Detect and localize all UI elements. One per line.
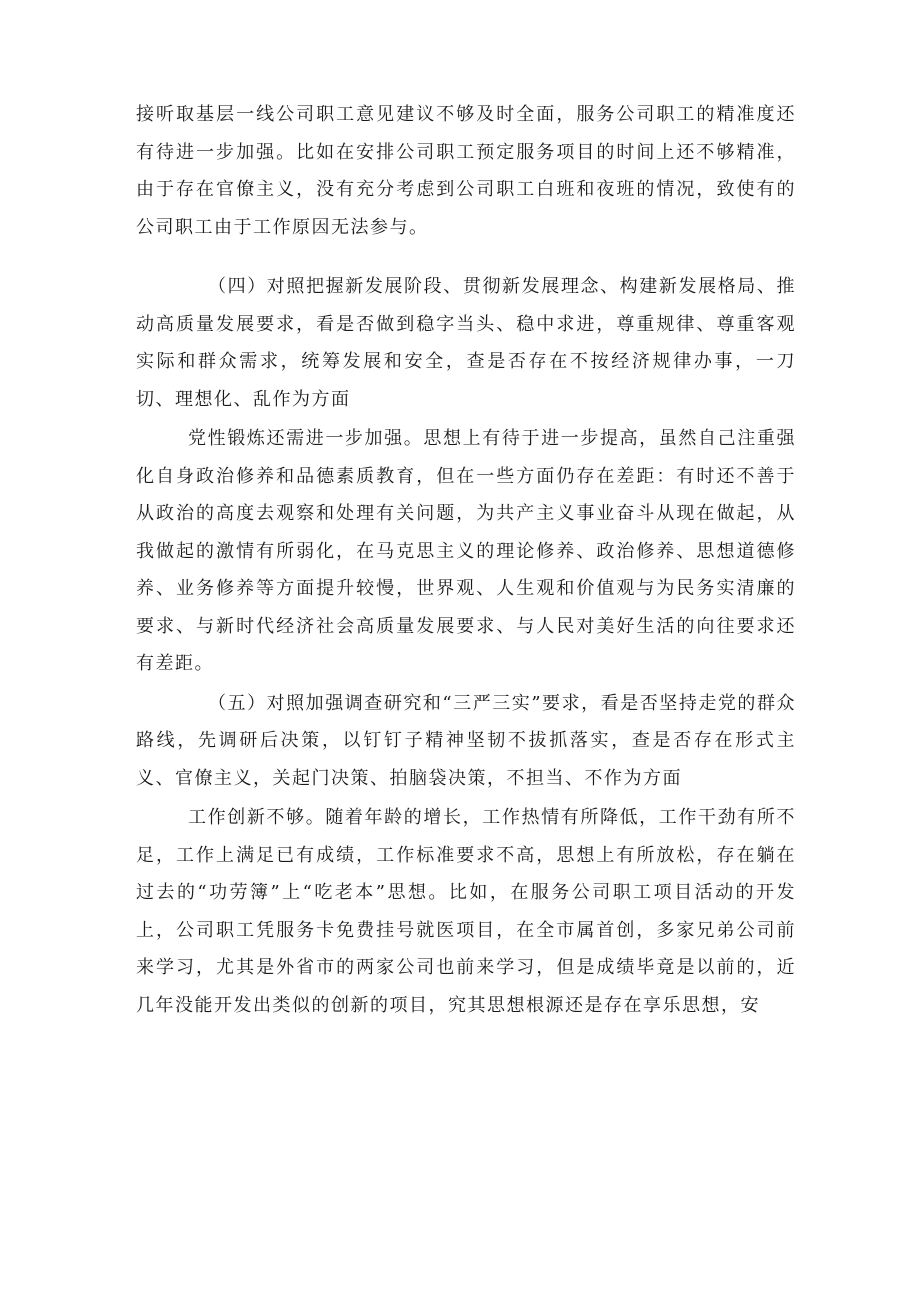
document-body — [136, 96, 796, 1024]
paragraph-continuation: 接听取基层一线公司职工意见建议不够及时全面，服务公司职工的精准度还有待进一步加强。比如在安排公司职工预定服务项目的时间上还不够精准，由于存在官僚主义，没有充分考虑到公司职工白班和夜班的情况，致使有的公司职工由于工作原因无法参与。 — [136, 104, 796, 238]
paragraph-party-spirit: 党性锻炼还需进一步加强。思想上有待于进一步提高，虽然自己注重强化自身政治修养和品德素质教育，但在一些方面仍存在差距：有时还不善于从政治的高度去观察和处理有关问题，为共产主义事业奋斗从现在做起，从我做起的激情有所弱化，在马克思主义的理论修养、政治修养、思想道德修养、业务修养等方面提升较慢，世界观、人生观和价值观与为民务实清廉的要求、与新时代经济社会高质量发展要求、与人民对美好生活的向往要求还有差距。 — [136, 428, 796, 674]
section-heading-five: （五）对照加强调查研究和“三严三实”要求，看是否坚持走党的群众路线，先调研后决策，以钉钉子精神坚韧不拔抓落实，查是否存在形式主义、官僚主义，关起门决策、拍脑袋决策，不担当、不作为方面 — [136, 692, 796, 789]
paragraph-innovation: 工作创新不够。随着年龄的增长，工作热情有所降低，工作干劲有所不足，工作上满足已有成绩，工作标准要求不高，思想上有所放松，存在躺在过去的“功劳簿”上“吃老本”思想。比如，在服务公司职工项目活动的开发上，公司职工凭服务卡免费挂号就医项目，在全市属首创，多家兄弟公司前来学习，尤其是外省市的两家公司也前来学习，但是成绩毕竟是以前的，近几年没能开发出类似的创新的项目，究其思想根源还是存在享乐思想，安 — [136, 807, 796, 1016]
section-heading-four: （四）对照把握新发展阶段、贯彻新发展理念、构建新发展格局、推动高质量发展要求，看是否做到稳字当头、稳中求进，尊重规律、尊重客观实际和群众需求，统筹发展和安全，查是否存在不按经济规律办事，一刀切、理想化、乱作为方面 — [136, 276, 796, 410]
